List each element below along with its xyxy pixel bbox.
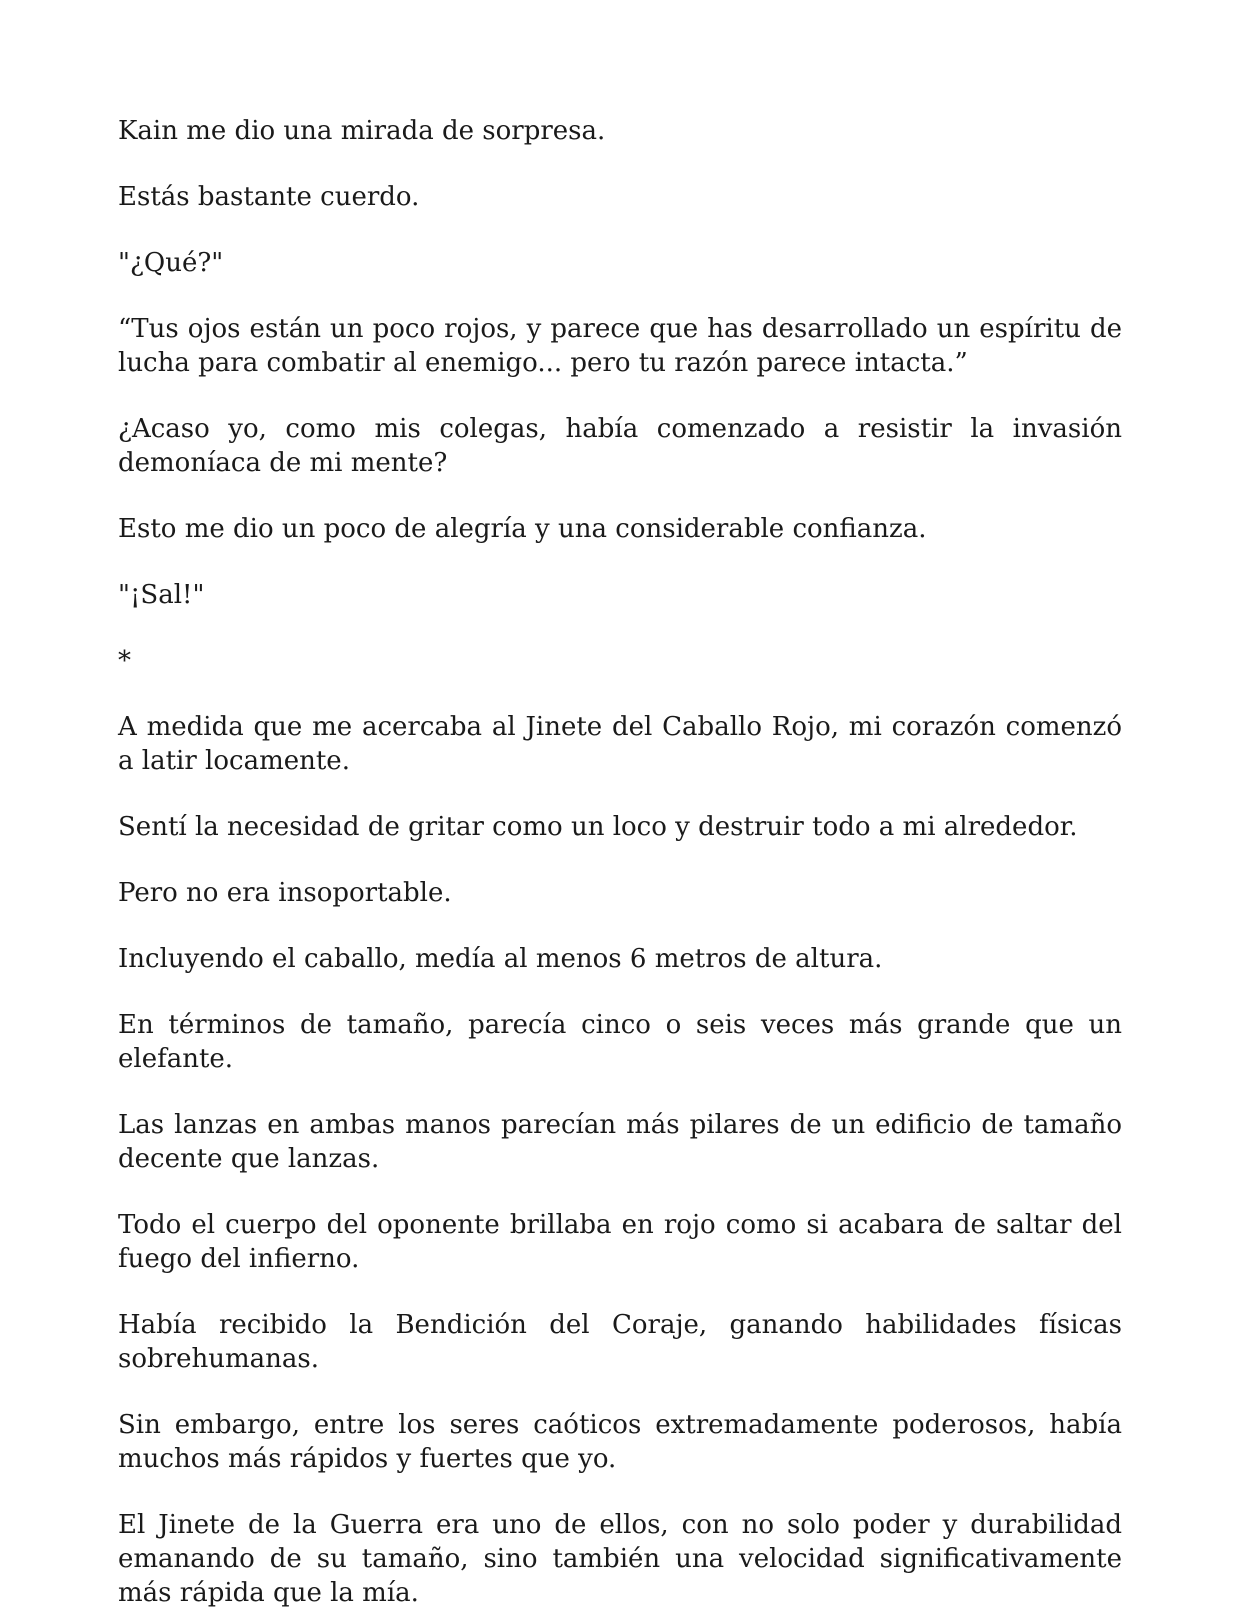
paragraph: Kain me dio una mirada de sorpresa.	[118, 116, 606, 146]
paragraph: Esto me dio un poco de alegría y una considerable confianza.	[118, 514, 927, 544]
paragraph: "¿Qué?"	[118, 248, 224, 278]
paragraph: A medida que me acercaba al Jinete del Caballo Rojo, mi corazón comenzó a latir locamente.	[118, 712, 1122, 776]
paragraph: ¿Acaso yo, como mis colegas, había comenzado a resistir la invasión demoníaca de mi mente?	[118, 414, 1122, 478]
paragraph: Las lanzas en ambas manos parecían más pilares de un edificio de tamaño decente que lanzas.	[118, 1110, 1122, 1174]
paragraph: Estás bastante cuerdo.	[118, 182, 420, 212]
paragraph: Sin embargo, entre los seres caóticos extremadamente poderosos, había muchos más rápidos y fuertes que yo.	[118, 1410, 1122, 1474]
paragraph: El Jinete de la Guerra era uno de ellos, con no solo poder y durabilidad emanando de su tamaño, sino también una velocidad significativamente más rápida que la mía.	[118, 1510, 1122, 1608]
paragraph: Pero no era insoportable.	[118, 878, 452, 908]
paragraph: Incluyendo el caballo, medía al menos 6 metros de altura.	[118, 944, 883, 974]
paragraph: Sentí la necesidad de gritar como un loco y destruir todo a mi alrededor.	[118, 812, 1078, 842]
scene-separator: *	[118, 646, 131, 676]
document-body	[118, 114, 1122, 1617]
paragraph: Todo el cuerpo del oponente brillaba en rojo como si acabara de saltar del fuego del infierno.	[118, 1210, 1122, 1274]
paragraph: "¡Sal!"	[118, 580, 205, 610]
paragraph: “Tus ojos están un poco rojos, y parece que has desarrollado un espíritu de lucha para combatir al enemigo... pero tu razón parece intacta.”	[118, 314, 1122, 378]
paragraph: Había recibido la Bendición del Coraje, ganando habilidades físicas sobrehumanas.	[118, 1310, 1122, 1374]
paragraph: En términos de tamaño, parecía cinco o seis veces más grande que un elefante.	[118, 1010, 1122, 1074]
